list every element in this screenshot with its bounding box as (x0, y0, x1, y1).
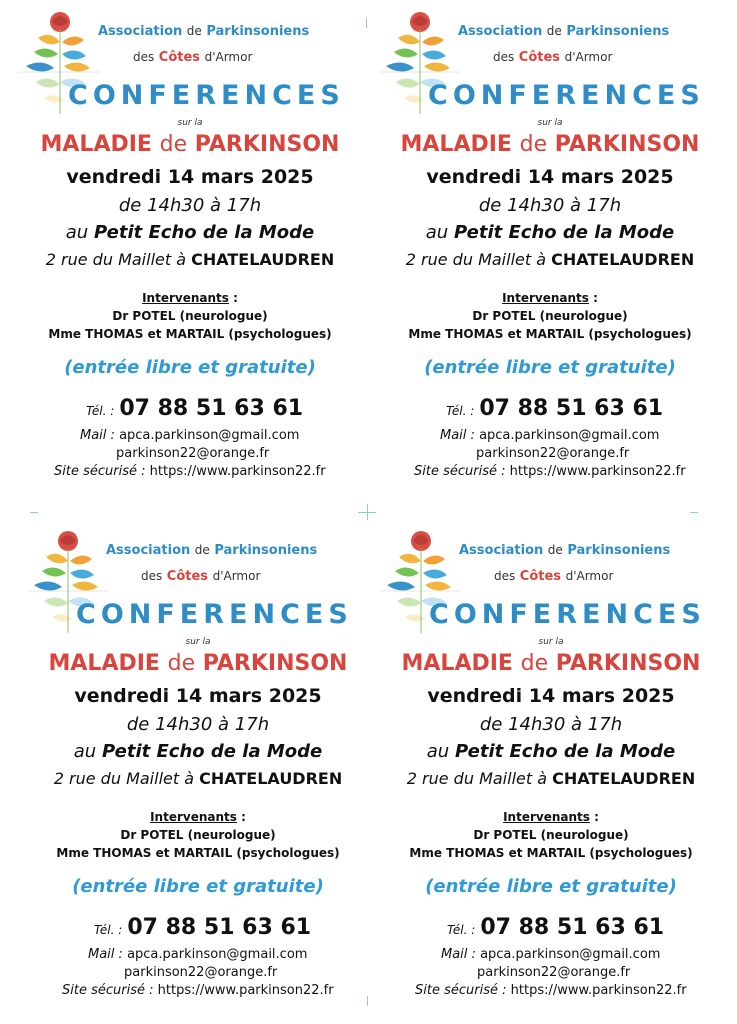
phone-number: 07 88 51 63 61 (127, 915, 312, 940)
mail-address-2: parkinson22@orange.fr (476, 446, 630, 461)
disease-title (20, 132, 360, 157)
crop-mark (690, 512, 698, 513)
association-region (141, 569, 260, 584)
address-city: CHATELAUDREN (191, 250, 335, 269)
assoc-word: Parkinsoniens (214, 543, 318, 558)
mail-label: Mail : (80, 428, 115, 443)
assoc-word: des (493, 50, 515, 64)
conference-title: CONFERENCES (76, 599, 353, 630)
assoc-word: d'Armor (564, 50, 613, 64)
address-city: CHATELAUDREN (551, 250, 695, 269)
speakers-label: Intervenants (502, 291, 589, 305)
flyer-bottom-right (381, 527, 721, 1007)
crop-mark (367, 996, 368, 1006)
speaker-2: Mme THOMAS et MARTAIL (psychologues) (408, 327, 692, 341)
disease-title (380, 132, 720, 157)
event-venue (381, 741, 721, 762)
speaker-1: Dr POTEL (neurologue) (112, 309, 268, 323)
mail-address-1: apca.parkinson@gmail.com (479, 428, 660, 443)
assoc-word: d'Armor (565, 569, 614, 583)
assoc-word: d'Armor (204, 50, 253, 64)
phone-line (86, 396, 303, 421)
speaker-2: Mme THOMAS et MARTAIL (psychologues) (48, 327, 332, 341)
event-date: vendredi 14 mars 2025 (74, 685, 322, 707)
address-city: CHATELAUDREN (552, 769, 696, 788)
flyer-bottom-left (28, 527, 368, 1007)
venue-prefix: au (426, 741, 450, 762)
speaker-1: Dr POTEL (neurologue) (472, 309, 628, 323)
disease-word: de (159, 132, 188, 157)
disease-word: de (520, 651, 549, 676)
speakers-heading (381, 810, 721, 824)
speakers-label: Intervenants (142, 291, 229, 305)
site-url: https://www.parkinson22.fr (157, 983, 334, 998)
venue-prefix: au (73, 741, 97, 762)
disease-title (381, 651, 721, 676)
event-time: de 14h30 à 17h (478, 195, 622, 216)
speakers-label: Intervenants (503, 810, 590, 824)
mail-address-2: parkinson22@orange.fr (477, 965, 631, 980)
phone-line (446, 396, 663, 421)
disease-word: MALADIE (48, 651, 160, 676)
speakers-colon: : (228, 291, 238, 305)
association-region (494, 569, 613, 584)
association-name (458, 24, 669, 39)
event-date: vendredi 14 mars 2025 (427, 685, 675, 707)
sur-la-label: sur la (538, 637, 564, 647)
site-label: Site sécurisé : (414, 464, 506, 479)
event-venue (20, 222, 360, 243)
association-name (98, 24, 309, 39)
site-url: https://www.parkinson22.fr (509, 464, 686, 479)
speaker-1: Dr POTEL (neurologue) (120, 828, 276, 842)
assoc-word: Parkinsoniens (566, 24, 670, 39)
conference-title: CONFERENCES (68, 80, 345, 111)
phone-label: Tél. : (94, 923, 123, 937)
disease-word: PARKINSON (555, 651, 701, 676)
conference-title: CONFERENCES (428, 80, 705, 111)
site-label: Site sécurisé : (54, 464, 146, 479)
sur-la-label: sur la (177, 118, 203, 128)
site-line (62, 983, 334, 998)
flyer-top-left (20, 8, 360, 488)
mail-address-1: apca.parkinson@gmail.com (119, 428, 300, 443)
conference-title: CONFERENCES (429, 599, 706, 630)
event-time: de 14h30 à 17h (479, 714, 623, 735)
entry-note: (entrée libre et gratuite) (72, 876, 324, 897)
crop-mark (30, 512, 38, 513)
venue-name: Petit Echo de la Mode (93, 222, 315, 243)
crop-mark (366, 18, 367, 28)
association-region (133, 50, 252, 65)
speaker-2: Mme THOMAS et MARTAIL (psychologues) (56, 846, 340, 860)
site-url: https://www.parkinson22.fr (149, 464, 326, 479)
assoc-word: Association (106, 543, 191, 558)
association-name (459, 543, 670, 558)
assoc-word: de (186, 24, 202, 38)
phone-label: Tél. : (446, 404, 475, 418)
event-time: de 14h30 à 17h (118, 195, 262, 216)
mail-address-2: parkinson22@orange.fr (124, 965, 278, 980)
mail-line (441, 947, 660, 962)
address-city: CHATELAUDREN (199, 769, 343, 788)
assoc-word: des (133, 50, 155, 64)
site-url: https://www.parkinson22.fr (510, 983, 687, 998)
assoc-word: Côtes (158, 50, 201, 65)
phone-number: 07 88 51 63 61 (480, 915, 665, 940)
disease-word: PARKINSON (554, 132, 700, 157)
address-street: 2 rue du Maillet à (406, 769, 548, 788)
mail-label: Mail : (88, 947, 123, 962)
venue-prefix: au (65, 222, 89, 243)
event-address (381, 769, 721, 788)
assoc-word: de (547, 543, 563, 557)
event-date: vendredi 14 mars 2025 (66, 166, 314, 188)
event-address (380, 250, 720, 269)
assoc-word: Côtes (519, 569, 562, 584)
site-line (414, 464, 686, 479)
speakers-colon: : (589, 810, 599, 824)
mail-address-2: parkinson22@orange.fr (116, 446, 270, 461)
speakers-colon: : (588, 291, 598, 305)
disease-word: MALADIE (401, 651, 513, 676)
address-street: 2 rue du Maillet à (53, 769, 195, 788)
phone-label: Tél. : (86, 404, 115, 418)
venue-prefix: au (425, 222, 449, 243)
mail-address-1: apca.parkinson@gmail.com (127, 947, 308, 962)
assoc-word: Association (98, 24, 183, 39)
assoc-word: de (194, 543, 210, 557)
speaker-2: Mme THOMAS et MARTAIL (psychologues) (409, 846, 693, 860)
phone-line (447, 915, 664, 940)
speakers-colon: : (236, 810, 246, 824)
entry-note: (entrée libre et gratuite) (425, 876, 677, 897)
site-label: Site sécurisé : (62, 983, 154, 998)
site-line (54, 464, 326, 479)
speakers-heading (20, 291, 360, 305)
assoc-word: des (141, 569, 163, 583)
site-line (415, 983, 687, 998)
venue-name: Petit Echo de la Mode (454, 741, 676, 762)
sur-la-label: sur la (185, 637, 211, 647)
mail-label: Mail : (440, 428, 475, 443)
association-region (493, 50, 612, 65)
disease-word: MALADIE (400, 132, 512, 157)
speakers-heading (28, 810, 368, 824)
disease-word: de (519, 132, 548, 157)
assoc-word: Côtes (518, 50, 561, 65)
disease-word: de (167, 651, 196, 676)
event-time: de 14h30 à 17h (126, 714, 270, 735)
speaker-1: Dr POTEL (neurologue) (473, 828, 629, 842)
crop-mark (367, 504, 368, 520)
mail-label: Mail : (441, 947, 476, 962)
assoc-word: Côtes (166, 569, 209, 584)
entry-note: (entrée libre et gratuite) (64, 357, 316, 378)
sur-la-label: sur la (537, 118, 563, 128)
mail-line (80, 428, 299, 443)
speakers-heading (380, 291, 720, 305)
event-address (28, 769, 368, 788)
flyer-top-right (380, 8, 720, 488)
event-venue (28, 741, 368, 762)
mail-address-1: apca.parkinson@gmail.com (480, 947, 661, 962)
entry-note: (entrée libre et gratuite) (424, 357, 676, 378)
assoc-word: Association (458, 24, 543, 39)
venue-name: Petit Echo de la Mode (453, 222, 675, 243)
event-venue (380, 222, 720, 243)
mail-line (440, 428, 659, 443)
address-street: 2 rue du Maillet à (45, 250, 187, 269)
disease-title (28, 651, 368, 676)
phone-number: 07 88 51 63 61 (119, 396, 304, 421)
mail-line (88, 947, 307, 962)
phone-label: Tél. : (447, 923, 476, 937)
assoc-word: Parkinsoniens (206, 24, 310, 39)
event-date: vendredi 14 mars 2025 (426, 166, 674, 188)
assoc-word: des (494, 569, 516, 583)
venue-name: Petit Echo de la Mode (101, 741, 323, 762)
phone-line (94, 915, 311, 940)
disease-word: PARKINSON (194, 132, 340, 157)
assoc-word: d'Armor (212, 569, 261, 583)
site-label: Site sécurisé : (415, 983, 507, 998)
disease-word: MALADIE (40, 132, 152, 157)
assoc-word: de (546, 24, 562, 38)
speakers-label: Intervenants (150, 810, 237, 824)
event-address (20, 250, 360, 269)
address-street: 2 rue du Maillet à (405, 250, 547, 269)
disease-word: PARKINSON (202, 651, 348, 676)
phone-number: 07 88 51 63 61 (479, 396, 664, 421)
assoc-word: Parkinsoniens (567, 543, 671, 558)
assoc-word: Association (459, 543, 544, 558)
association-name (106, 543, 317, 558)
